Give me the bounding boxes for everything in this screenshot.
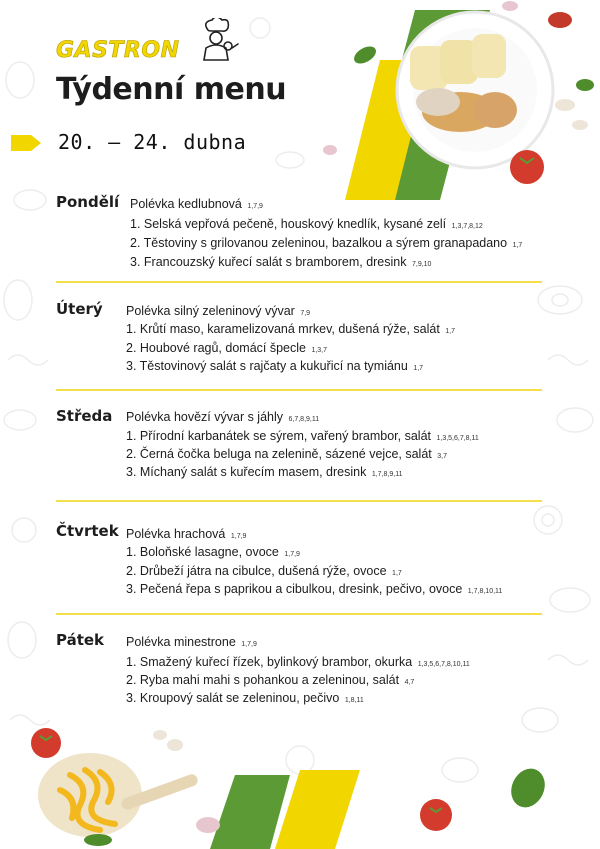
soup-line: Polévka kedlubnová 1,7,9 [130, 197, 263, 211]
bottom-food-illustration [0, 700, 600, 849]
date-range: 20. – 24. dubna [58, 130, 247, 154]
menu-item: 1. Krůtí maso, karamelizovaná mrkev, dušená rýže, salát 1,7 [126, 322, 456, 336]
day-name: Pátek [56, 631, 105, 649]
day-name: Pondělí [56, 193, 120, 211]
section-divider [56, 281, 542, 283]
day-section-patek [56, 631, 546, 711]
soup-line: Polévka silný zeleninový vývar 7,9 [126, 304, 311, 318]
arrow-icon [11, 135, 41, 151]
menu-item: 1. Smažený kuřecí řízek, bylinkový brambor, okurka 1,3,5,6,7,8,10,11 [126, 655, 470, 669]
section-divider [56, 389, 542, 391]
soup-line: Polévka minestrone 1,7,9 [126, 635, 257, 649]
brand-logo: GASTRON [56, 38, 180, 63]
menu-item: 1. Selská vepřová pečeně, houskový knedlík, kysané zelí 1,3,7,8,12 [130, 217, 483, 231]
section-divider [56, 500, 542, 502]
menu-item: 3. Míchaný salát s kuřecím masem, dresink 1,7,8,9,11 [126, 465, 403, 479]
day-section-utery [56, 300, 546, 380]
hero-food-illustration [320, 0, 600, 200]
menu-item: 1. Boloňské lasagne, ovoce 1,7,9 [126, 545, 300, 559]
day-section-ctvrtek [56, 522, 546, 602]
section-divider [56, 613, 542, 615]
page-title: Týdenní menu [56, 72, 287, 107]
menu-item: 2. Drůbeží játra na cibulce, dušená rýže, ovoce 1,7 [126, 564, 402, 578]
menu-item: 2. Černá čočka beluga na zelenině, sázené vejce, salát 3,7 [126, 447, 447, 461]
menu-item: 2. Ryba mahi mahi s pohankou a zeleninou, salát 4,7 [126, 673, 415, 687]
soup-line: Polévka hovězí vývar s jáhly 6,7,8,9,11 [126, 410, 320, 424]
menu-item: 3. Pečená řepa s paprikou a cibulkou, dresink, pečivo, ovoce 1,7,8,10,11 [126, 582, 503, 596]
soup-line: Polévka hrachová 1,7,9 [126, 527, 247, 541]
menu-item: 2. Houbové ragů, domácí špecle 1,3,7 [126, 341, 328, 355]
menu-item: 3. Těstovinový salát s rajčaty a kukuřicí na tymiánu 1,7 [126, 359, 424, 373]
menu-item: 1. Přírodní karbanátek se sýrem, vařený brambor, salát 1,3,5,6,7,8,11 [126, 429, 479, 443]
menu-item: 3. Francouzský kuřecí salát s bramborem, dresink 7,9,10 [130, 255, 432, 269]
day-name: Úterý [56, 300, 103, 318]
day-section-pondeli [56, 193, 546, 273]
day-name: Středa [56, 407, 113, 425]
day-section-streda [56, 407, 546, 487]
menu-item: 2. Těstoviny s grilovanou zeleninou, bazalkou a sýrem granapadano 1,7 [130, 236, 523, 250]
chef-icon [196, 18, 240, 66]
day-name: Čtvrtek [56, 522, 119, 540]
menu-item: 3. Kroupový salát se zeleninou, pečivo 1,8,11 [126, 691, 364, 705]
